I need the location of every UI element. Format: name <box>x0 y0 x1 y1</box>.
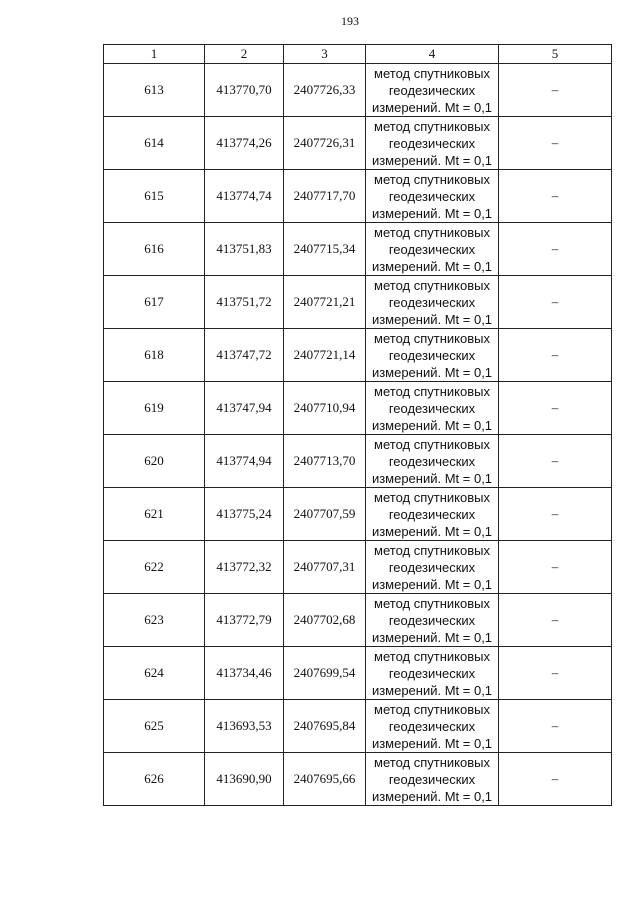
point-number-cell: 621 <box>104 488 205 541</box>
method-line: измерений. Mt = 0,1 <box>371 152 493 168</box>
point-number-cell: 617 <box>104 276 205 329</box>
table-row <box>104 488 612 541</box>
y-coordinate-cell: 2407695,66 <box>284 753 366 806</box>
note-cell: – <box>499 435 612 488</box>
method-line: измерений. Mt = 0,1 <box>371 99 493 115</box>
method-line: геодезических <box>388 453 476 469</box>
header-col-1: 1 <box>104 45 205 64</box>
x-coordinate-cell: 413747,72 <box>205 329 284 382</box>
header-col-2: 2 <box>205 45 284 64</box>
y-coordinate-cell: 2407707,31 <box>284 541 366 594</box>
table-row <box>104 64 612 117</box>
method-line: измерений. Mt = 0,1 <box>371 576 493 592</box>
note-cell: – <box>499 117 612 170</box>
point-number-cell: 614 <box>104 117 205 170</box>
method-line: измерений. Mt = 0,1 <box>371 682 493 698</box>
method-line: геодезических <box>388 188 476 204</box>
method-line: метод спутниковых <box>374 701 490 717</box>
page-number: 193 <box>341 14 359 28</box>
method-line: измерений. Mt = 0,1 <box>371 629 493 645</box>
method-line: метод спутниковых <box>374 277 490 293</box>
method-line: измерений. Mt = 0,1 <box>371 258 493 274</box>
method-line: геодезических <box>388 559 476 575</box>
method-cell <box>366 488 499 541</box>
method-line: геодезических <box>388 135 476 151</box>
method-cell <box>366 700 499 753</box>
table-row <box>104 541 612 594</box>
method-cell <box>366 329 499 382</box>
method-line: метод спутниковых <box>374 383 490 399</box>
note-cell: – <box>499 700 612 753</box>
method-line: метод спутниковых <box>374 171 490 187</box>
note-cell: – <box>499 647 612 700</box>
method-line: измерений. Mt = 0,1 <box>371 364 493 380</box>
method-line: метод спутниковых <box>374 542 490 558</box>
x-coordinate-cell: 413751,72 <box>205 276 284 329</box>
method-line: метод спутниковых <box>374 754 490 770</box>
point-number-cell: 622 <box>104 541 205 594</box>
table-row <box>104 117 612 170</box>
method-line: метод спутниковых <box>374 595 490 611</box>
point-number-cell: 623 <box>104 594 205 647</box>
y-coordinate-cell: 2407717,70 <box>284 170 366 223</box>
note-cell: – <box>499 753 612 806</box>
method-line: измерений. Mt = 0,1 <box>371 311 493 327</box>
y-coordinate-cell: 2407726,31 <box>284 117 366 170</box>
method-line: измерений. Mt = 0,1 <box>371 205 493 221</box>
table-row <box>104 276 612 329</box>
header-col-3: 3 <box>284 45 366 64</box>
x-coordinate-cell: 413775,24 <box>205 488 284 541</box>
method-line: метод спутниковых <box>374 489 490 505</box>
method-line: метод спутниковых <box>374 118 490 134</box>
table-header-row <box>104 45 612 64</box>
point-number-cell: 618 <box>104 329 205 382</box>
y-coordinate-cell: 2407695,84 <box>284 700 366 753</box>
x-coordinate-cell: 413772,32 <box>205 541 284 594</box>
point-number-cell: 626 <box>104 753 205 806</box>
method-line: метод спутниковых <box>374 65 490 81</box>
point-number-cell: 615 <box>104 170 205 223</box>
method-line: геодезических <box>388 665 476 681</box>
table-row <box>104 700 612 753</box>
method-cell <box>366 594 499 647</box>
note-cell: – <box>499 276 612 329</box>
method-line: геодезических <box>388 241 476 257</box>
method-cell <box>366 170 499 223</box>
y-coordinate-cell: 2407713,70 <box>284 435 366 488</box>
note-cell: – <box>499 223 612 276</box>
x-coordinate-cell: 413690,90 <box>205 753 284 806</box>
method-line: геодезических <box>388 771 476 787</box>
y-coordinate-cell: 2407702,68 <box>284 594 366 647</box>
x-coordinate-cell: 413774,94 <box>205 435 284 488</box>
header-col-5: 5 <box>499 45 612 64</box>
x-coordinate-cell: 413774,26 <box>205 117 284 170</box>
note-cell: – <box>499 170 612 223</box>
method-line: геодезических <box>388 400 476 416</box>
method-cell <box>366 64 499 117</box>
y-coordinate-cell: 2407699,54 <box>284 647 366 700</box>
method-line: измерений. Mt = 0,1 <box>371 470 493 486</box>
method-cell <box>366 435 499 488</box>
point-number-cell: 620 <box>104 435 205 488</box>
method-cell <box>366 223 499 276</box>
note-cell: – <box>499 488 612 541</box>
note-cell: – <box>499 64 612 117</box>
method-line: геодезических <box>388 612 476 628</box>
method-line: геодезических <box>388 506 476 522</box>
method-line: измерений. Mt = 0,1 <box>371 417 493 433</box>
x-coordinate-cell: 413772,79 <box>205 594 284 647</box>
table-row <box>104 223 612 276</box>
point-number-cell: 613 <box>104 64 205 117</box>
method-line: метод спутниковых <box>374 330 490 346</box>
table-body <box>104 64 612 806</box>
method-line: геодезических <box>388 294 476 310</box>
method-cell <box>366 117 499 170</box>
y-coordinate-cell: 2407715,34 <box>284 223 366 276</box>
y-coordinate-cell: 2407707,59 <box>284 488 366 541</box>
x-coordinate-cell: 413734,46 <box>205 647 284 700</box>
table-row <box>104 170 612 223</box>
method-line: геодезических <box>388 718 476 734</box>
method-cell <box>366 541 499 594</box>
x-coordinate-cell: 413751,83 <box>205 223 284 276</box>
method-line: геодезических <box>388 82 476 98</box>
point-number-cell: 619 <box>104 382 205 435</box>
method-cell <box>366 753 499 806</box>
method-line: измерений. Mt = 0,1 <box>371 788 493 804</box>
table-row <box>104 382 612 435</box>
header-col-4: 4 <box>366 45 499 64</box>
coordinates-table <box>103 44 612 806</box>
method-line: измерений. Mt = 0,1 <box>371 523 493 539</box>
method-line: измерений. Mt = 0,1 <box>371 735 493 751</box>
note-cell: – <box>499 329 612 382</box>
y-coordinate-cell: 2407721,21 <box>284 276 366 329</box>
method-line: метод спутниковых <box>374 436 490 452</box>
x-coordinate-cell: 413770,70 <box>205 64 284 117</box>
note-cell: – <box>499 541 612 594</box>
note-cell: – <box>499 594 612 647</box>
method-cell <box>366 276 499 329</box>
method-line: геодезических <box>388 347 476 363</box>
table-row <box>104 647 612 700</box>
y-coordinate-cell: 2407721,14 <box>284 329 366 382</box>
x-coordinate-cell: 413747,94 <box>205 382 284 435</box>
point-number-cell: 616 <box>104 223 205 276</box>
method-line: метод спутниковых <box>374 648 490 664</box>
method-cell <box>366 647 499 700</box>
method-line: метод спутниковых <box>374 224 490 240</box>
point-number-cell: 625 <box>104 700 205 753</box>
table-row <box>104 329 612 382</box>
y-coordinate-cell: 2407726,33 <box>284 64 366 117</box>
point-number-cell: 624 <box>104 647 205 700</box>
x-coordinate-cell: 413774,74 <box>205 170 284 223</box>
x-coordinate-cell: 413693,53 <box>205 700 284 753</box>
table-row <box>104 594 612 647</box>
note-cell: – <box>499 382 612 435</box>
table-row <box>104 753 612 806</box>
table-row <box>104 435 612 488</box>
y-coordinate-cell: 2407710,94 <box>284 382 366 435</box>
method-cell <box>366 382 499 435</box>
